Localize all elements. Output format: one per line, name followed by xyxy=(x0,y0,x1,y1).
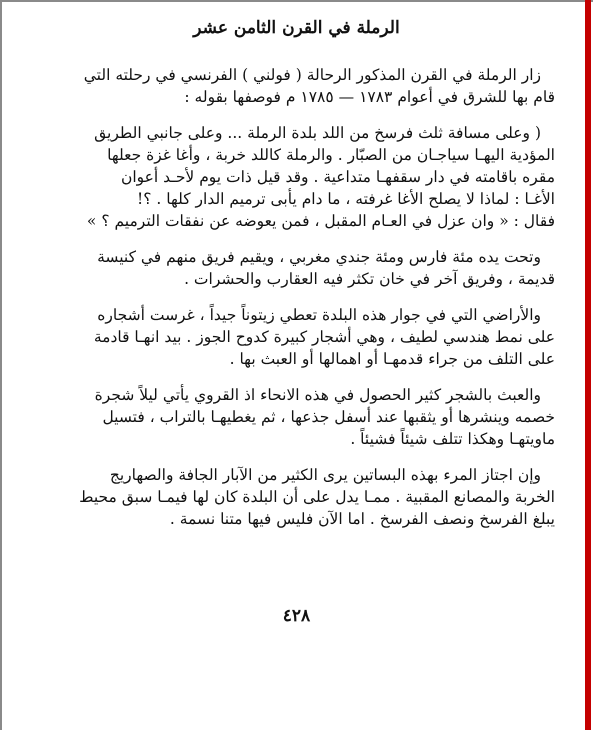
text-line: على التلف من جراء قدمهـا أو اهمالها أو العبث بها . xyxy=(229,350,555,368)
paragraph-vandalism xyxy=(35,384,555,450)
text-line: وإن اجتاز المرء بهذه البساتين يرى الكثير من الآبار الجافة والصهاريج xyxy=(109,466,541,484)
text-line: الخربة والمصانع المقبية . ممـا يدل على أن البلدة كان لها فيمـا سبق محيط xyxy=(79,488,555,506)
paragraph-wells xyxy=(35,464,555,530)
text-line: على نمط هندسي لطيف ، وهي أشجار كبيرة كدوح الجوز . بيد انهـا قادمة xyxy=(93,328,555,346)
text-line: ماويتهـا وهكذا تتلف شيئاً فشيئاً . xyxy=(350,430,555,448)
text-line: زار الرملة في القرن المذكور الرحالة ( فولني ) الفرنسي في رحلته التي xyxy=(83,66,541,84)
text-line: فقال : « وان عزل في العـام المقبل ، فمن يعوضه عن نفقات الترميم ؟ » xyxy=(86,212,555,230)
text-line: والعبث بالشجر كثير الحصول في هذه الانحاء اذ القروي يأتي ليلاً شجرة xyxy=(94,386,541,404)
text-line: قديمة ، وفريق آخر في خان تكثر فيه العقارب والحشرات . xyxy=(184,270,555,288)
text-line: قام بها للشرق في أعوام ١٧٨٣ — ١٧٨٥ م فوصفها بقوله : xyxy=(184,88,555,106)
text-line: الأغـا : لماذا لا يصلح الأغا غرفته ، ما دام يأبى ترميم الدار كلها . ؟! xyxy=(136,190,555,208)
text-line: والأراضي التي في جوار هذه البلدة تعطي زيتوناً جيداً ، غرست أشجاره xyxy=(97,306,541,324)
text-line: وتحت يده مئة فارس ومئة جندي مغربي ، ويقيم فريق منهم في كنيسة xyxy=(97,248,541,266)
paragraph-garrison xyxy=(35,246,555,290)
text-line: ( وعلى مسافة ثلث فرسخ من اللد بلدة الرملة ... وعلى جانبي الطريق xyxy=(94,124,541,142)
text-line: مقره باقامته في دار سقفهـا متداعية . وقد قيل ذات يوم لأحـد أعوان xyxy=(120,168,555,186)
paragraph-olives xyxy=(35,304,555,370)
page-header-title: الرملة في القرن الثامن عشر xyxy=(193,18,400,38)
text-line: خصمه وينشرها أو يثقبها عند أسفل جذعها ، ثم يغطيهـا بالتراب ، فتسيل xyxy=(102,408,555,426)
paragraph-quote xyxy=(35,122,555,232)
page-number: ٤٢٨ xyxy=(282,606,311,626)
text-line: يبلغ الفرسخ ونصف الفرسخ . اما الآن فليس فيها متنا نسمة . xyxy=(169,510,555,528)
page-body xyxy=(35,64,555,544)
paragraph-intro xyxy=(35,64,555,108)
text-line: المؤدية اليهـا سياجـان من الصبّار . والرملة كاللد خربة ، وأغا غزة جعلها xyxy=(107,146,555,164)
